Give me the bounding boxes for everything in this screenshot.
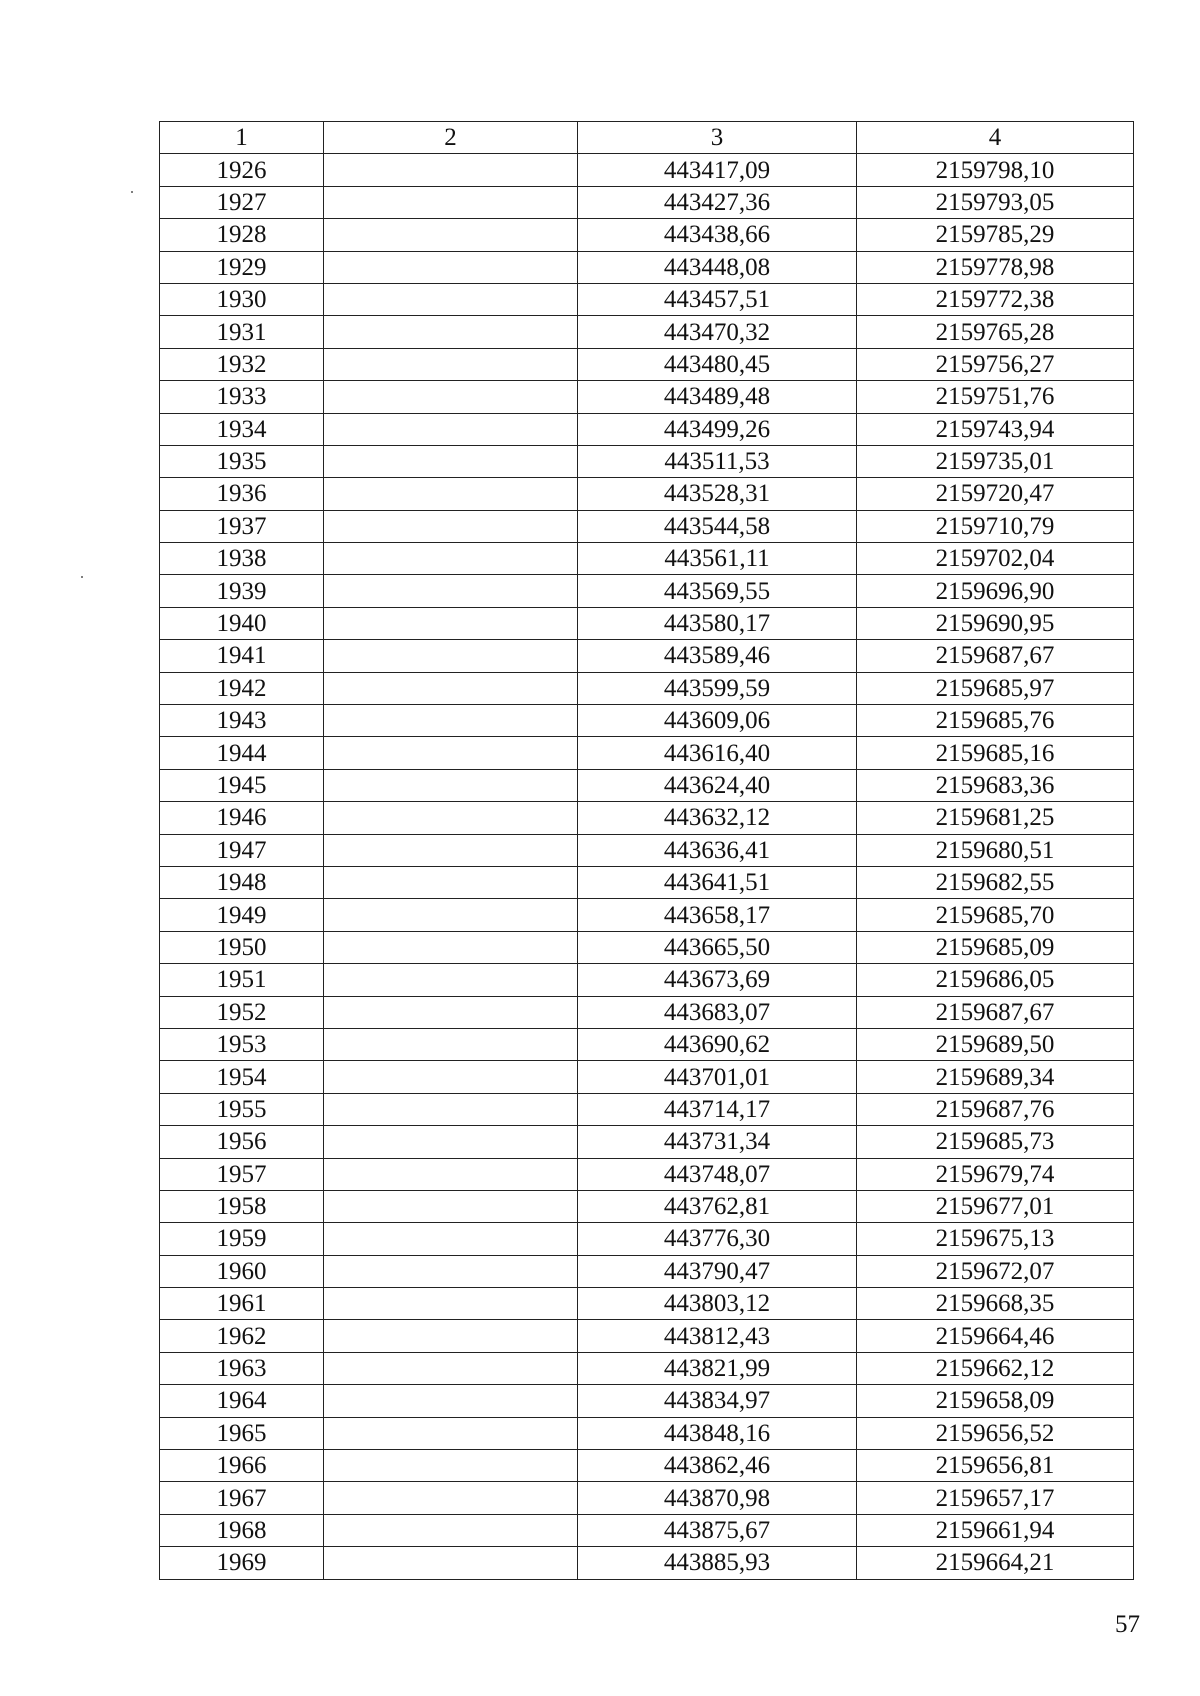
table-row bbox=[160, 1352, 1134, 1384]
coordinate-x-cell: 443489,48 bbox=[578, 381, 857, 413]
table-row bbox=[160, 1028, 1134, 1060]
empty-cell bbox=[324, 1255, 578, 1287]
coordinate-x-cell: 443580,17 bbox=[578, 607, 857, 639]
table-header-row bbox=[160, 122, 1134, 154]
header-cell-col3: 3 bbox=[578, 122, 857, 154]
empty-cell bbox=[324, 1288, 578, 1320]
point-number-cell: 1963 bbox=[160, 1352, 324, 1384]
empty-cell bbox=[324, 1061, 578, 1093]
table-row bbox=[160, 251, 1134, 283]
coordinate-x-cell: 443862,46 bbox=[578, 1450, 857, 1482]
coordinate-x-cell: 443701,01 bbox=[578, 1061, 857, 1093]
point-number-cell: 1947 bbox=[160, 834, 324, 866]
empty-cell bbox=[324, 316, 578, 348]
coordinate-x-cell: 443589,46 bbox=[578, 640, 857, 672]
coordinate-y-cell: 2159664,21 bbox=[857, 1547, 1134, 1579]
table-row bbox=[160, 705, 1134, 737]
empty-cell bbox=[324, 996, 578, 1028]
coordinate-x-cell: 443480,45 bbox=[578, 348, 857, 380]
point-number-cell: 1937 bbox=[160, 510, 324, 542]
table-body bbox=[160, 122, 1134, 1580]
coordinate-x-cell: 443673,69 bbox=[578, 964, 857, 996]
coordinate-y-cell: 2159658,09 bbox=[857, 1385, 1134, 1417]
coordinate-y-cell: 2159656,52 bbox=[857, 1417, 1134, 1449]
point-number-cell: 1935 bbox=[160, 445, 324, 477]
point-number-cell: 1952 bbox=[160, 996, 324, 1028]
empty-cell bbox=[324, 575, 578, 607]
coordinate-y-cell: 2159677,01 bbox=[857, 1190, 1134, 1222]
empty-cell bbox=[324, 705, 578, 737]
empty-cell bbox=[324, 543, 578, 575]
point-number-cell: 1957 bbox=[160, 1158, 324, 1190]
table-row bbox=[160, 672, 1134, 704]
table-row bbox=[160, 1288, 1134, 1320]
coordinate-y-cell: 2159682,55 bbox=[857, 866, 1134, 898]
empty-cell bbox=[324, 154, 578, 186]
point-number-cell: 1930 bbox=[160, 283, 324, 315]
table-row bbox=[160, 964, 1134, 996]
point-number-cell: 1969 bbox=[160, 1547, 324, 1579]
point-number-cell: 1960 bbox=[160, 1255, 324, 1287]
empty-cell bbox=[324, 1547, 578, 1579]
point-number-cell: 1943 bbox=[160, 705, 324, 737]
coordinate-y-cell: 2159687,67 bbox=[857, 996, 1134, 1028]
table-row bbox=[160, 607, 1134, 639]
empty-cell bbox=[324, 1482, 578, 1514]
table-row bbox=[160, 1255, 1134, 1287]
coordinate-y-cell: 2159668,35 bbox=[857, 1288, 1134, 1320]
table-row bbox=[160, 575, 1134, 607]
empty-cell bbox=[324, 1190, 578, 1222]
table-row bbox=[160, 1450, 1134, 1482]
point-number-cell: 1966 bbox=[160, 1450, 324, 1482]
coordinate-x-cell: 443870,98 bbox=[578, 1482, 857, 1514]
point-number-cell: 1931 bbox=[160, 316, 324, 348]
empty-cell bbox=[324, 219, 578, 251]
coordinate-x-cell: 443511,53 bbox=[578, 445, 857, 477]
coordinate-x-cell: 443569,55 bbox=[578, 575, 857, 607]
empty-cell bbox=[324, 348, 578, 380]
coordinate-x-cell: 443714,17 bbox=[578, 1093, 857, 1125]
coordinate-x-cell: 443417,09 bbox=[578, 154, 857, 186]
coordinate-y-cell: 2159689,50 bbox=[857, 1028, 1134, 1060]
coordinate-x-cell: 443438,66 bbox=[578, 219, 857, 251]
point-number-cell: 1941 bbox=[160, 640, 324, 672]
table-row bbox=[160, 154, 1134, 186]
point-number-cell: 1942 bbox=[160, 672, 324, 704]
coordinate-y-cell: 2159772,38 bbox=[857, 283, 1134, 315]
table-row bbox=[160, 1320, 1134, 1352]
point-number-cell: 1926 bbox=[160, 154, 324, 186]
table-row bbox=[160, 283, 1134, 315]
table-row bbox=[160, 931, 1134, 963]
table-row bbox=[160, 1093, 1134, 1125]
coordinate-x-cell: 443690,62 bbox=[578, 1028, 857, 1060]
coordinate-y-cell: 2159743,94 bbox=[857, 413, 1134, 445]
table-row bbox=[160, 769, 1134, 801]
coordinate-x-cell: 443683,07 bbox=[578, 996, 857, 1028]
coordinate-y-cell: 2159685,73 bbox=[857, 1126, 1134, 1158]
table-row bbox=[160, 1061, 1134, 1093]
table-row bbox=[160, 381, 1134, 413]
empty-cell bbox=[324, 802, 578, 834]
point-number-cell: 1968 bbox=[160, 1514, 324, 1546]
coordinate-y-cell: 2159679,74 bbox=[857, 1158, 1134, 1190]
table-row bbox=[160, 478, 1134, 510]
header-cell-col1: 1 bbox=[160, 122, 324, 154]
empty-cell bbox=[324, 186, 578, 218]
point-number-cell: 1961 bbox=[160, 1288, 324, 1320]
header-cell-col4: 4 bbox=[857, 122, 1134, 154]
empty-cell bbox=[324, 672, 578, 704]
table-row bbox=[160, 413, 1134, 445]
coordinate-x-cell: 443875,67 bbox=[578, 1514, 857, 1546]
coordinate-y-cell: 2159798,10 bbox=[857, 154, 1134, 186]
table-row bbox=[160, 1190, 1134, 1222]
coordinate-x-cell: 443762,81 bbox=[578, 1190, 857, 1222]
point-number-cell: 1948 bbox=[160, 866, 324, 898]
point-number-cell: 1934 bbox=[160, 413, 324, 445]
empty-cell bbox=[324, 1450, 578, 1482]
point-number-cell: 1956 bbox=[160, 1126, 324, 1158]
empty-cell bbox=[324, 899, 578, 931]
coordinate-x-cell: 443544,58 bbox=[578, 510, 857, 542]
coordinate-y-cell: 2159661,94 bbox=[857, 1514, 1134, 1546]
empty-cell bbox=[324, 866, 578, 898]
empty-cell bbox=[324, 381, 578, 413]
point-number-cell: 1949 bbox=[160, 899, 324, 931]
point-number-cell: 1954 bbox=[160, 1061, 324, 1093]
coordinate-y-cell: 2159689,34 bbox=[857, 1061, 1134, 1093]
table-row bbox=[160, 802, 1134, 834]
empty-cell bbox=[324, 445, 578, 477]
empty-cell bbox=[324, 1158, 578, 1190]
coordinate-x-cell: 443528,31 bbox=[578, 478, 857, 510]
empty-cell bbox=[324, 478, 578, 510]
coordinate-x-cell: 443632,12 bbox=[578, 802, 857, 834]
point-number-cell: 1958 bbox=[160, 1190, 324, 1222]
point-number-cell: 1927 bbox=[160, 186, 324, 218]
coordinate-y-cell: 2159751,76 bbox=[857, 381, 1134, 413]
table-row bbox=[160, 737, 1134, 769]
empty-cell bbox=[324, 1514, 578, 1546]
coordinate-y-cell: 2159756,27 bbox=[857, 348, 1134, 380]
coordinate-x-cell: 443609,06 bbox=[578, 705, 857, 737]
empty-cell bbox=[324, 1320, 578, 1352]
coordinate-y-cell: 2159680,51 bbox=[857, 834, 1134, 866]
coordinate-y-cell: 2159720,47 bbox=[857, 478, 1134, 510]
coordinate-y-cell: 2159681,25 bbox=[857, 802, 1134, 834]
coordinate-y-cell: 2159672,07 bbox=[857, 1255, 1134, 1287]
table-row bbox=[160, 1547, 1134, 1579]
table-row bbox=[160, 1158, 1134, 1190]
coordinate-y-cell: 2159685,76 bbox=[857, 705, 1134, 737]
coordinate-y-cell: 2159687,76 bbox=[857, 1093, 1134, 1125]
point-number-cell: 1962 bbox=[160, 1320, 324, 1352]
table-row bbox=[160, 996, 1134, 1028]
table-row bbox=[160, 348, 1134, 380]
coordinate-x-cell: 443641,51 bbox=[578, 866, 857, 898]
coordinate-y-cell: 2159785,29 bbox=[857, 219, 1134, 251]
table-row bbox=[160, 186, 1134, 218]
table-row bbox=[160, 834, 1134, 866]
empty-cell bbox=[324, 1417, 578, 1449]
point-number-cell: 1967 bbox=[160, 1482, 324, 1514]
empty-cell bbox=[324, 251, 578, 283]
header-cell-col2: 2 bbox=[324, 122, 578, 154]
coordinate-y-cell: 2159702,04 bbox=[857, 543, 1134, 575]
empty-cell bbox=[324, 607, 578, 639]
table-row bbox=[160, 316, 1134, 348]
point-number-cell: 1929 bbox=[160, 251, 324, 283]
point-number-cell: 1944 bbox=[160, 737, 324, 769]
table-row bbox=[160, 1482, 1134, 1514]
coordinate-x-cell: 443457,51 bbox=[578, 283, 857, 315]
table-row bbox=[160, 1385, 1134, 1417]
coordinate-x-cell: 443776,30 bbox=[578, 1223, 857, 1255]
point-number-cell: 1953 bbox=[160, 1028, 324, 1060]
table-row bbox=[160, 445, 1134, 477]
table-row bbox=[160, 899, 1134, 931]
empty-cell bbox=[324, 283, 578, 315]
table-row bbox=[160, 510, 1134, 542]
point-number-cell: 1964 bbox=[160, 1385, 324, 1417]
coordinate-x-cell: 443731,34 bbox=[578, 1126, 857, 1158]
empty-cell bbox=[324, 1352, 578, 1384]
page-number: 57 bbox=[1115, 1611, 1140, 1638]
point-number-cell: 1928 bbox=[160, 219, 324, 251]
point-number-cell: 1938 bbox=[160, 543, 324, 575]
coordinate-y-cell: 2159662,12 bbox=[857, 1352, 1134, 1384]
point-number-cell: 1945 bbox=[160, 769, 324, 801]
empty-cell bbox=[324, 1028, 578, 1060]
coordinate-x-cell: 443561,11 bbox=[578, 543, 857, 575]
point-number-cell: 1955 bbox=[160, 1093, 324, 1125]
coordinate-y-cell: 2159685,16 bbox=[857, 737, 1134, 769]
point-number-cell: 1965 bbox=[160, 1417, 324, 1449]
coordinate-y-cell: 2159685,70 bbox=[857, 899, 1134, 931]
point-number-cell: 1951 bbox=[160, 964, 324, 996]
coordinate-x-cell: 443470,32 bbox=[578, 316, 857, 348]
empty-cell bbox=[324, 931, 578, 963]
coordinate-y-cell: 2159690,95 bbox=[857, 607, 1134, 639]
coordinate-x-cell: 443624,40 bbox=[578, 769, 857, 801]
coordinate-x-cell: 443834,97 bbox=[578, 1385, 857, 1417]
coordinate-y-cell: 2159656,81 bbox=[857, 1450, 1134, 1482]
coordinate-x-cell: 443448,08 bbox=[578, 251, 857, 283]
scan-speck bbox=[81, 576, 83, 578]
table-row bbox=[160, 1514, 1134, 1546]
empty-cell bbox=[324, 834, 578, 866]
empty-cell bbox=[324, 769, 578, 801]
coordinate-x-cell: 443499,26 bbox=[578, 413, 857, 445]
scan-speck bbox=[131, 191, 133, 193]
coordinate-y-cell: 2159664,46 bbox=[857, 1320, 1134, 1352]
empty-cell bbox=[324, 1223, 578, 1255]
empty-cell bbox=[324, 640, 578, 672]
point-number-cell: 1950 bbox=[160, 931, 324, 963]
coordinate-y-cell: 2159710,79 bbox=[857, 510, 1134, 542]
point-number-cell: 1933 bbox=[160, 381, 324, 413]
coordinate-x-cell: 443636,41 bbox=[578, 834, 857, 866]
coordinate-y-cell: 2159685,97 bbox=[857, 672, 1134, 704]
coordinate-x-cell: 443803,12 bbox=[578, 1288, 857, 1320]
coordinate-y-cell: 2159793,05 bbox=[857, 186, 1134, 218]
coordinate-x-cell: 443748,07 bbox=[578, 1158, 857, 1190]
coordinate-y-cell: 2159778,98 bbox=[857, 251, 1134, 283]
coordinate-y-cell: 2159687,67 bbox=[857, 640, 1134, 672]
point-number-cell: 1959 bbox=[160, 1223, 324, 1255]
empty-cell bbox=[324, 964, 578, 996]
coordinate-x-cell: 443658,17 bbox=[578, 899, 857, 931]
coordinate-y-cell: 2159675,13 bbox=[857, 1223, 1134, 1255]
empty-cell bbox=[324, 1385, 578, 1417]
table-row bbox=[160, 1126, 1134, 1158]
coordinate-y-cell: 2159686,05 bbox=[857, 964, 1134, 996]
empty-cell bbox=[324, 737, 578, 769]
coordinate-y-cell: 2159683,36 bbox=[857, 769, 1134, 801]
coordinate-x-cell: 443790,47 bbox=[578, 1255, 857, 1287]
coordinate-y-cell: 2159657,17 bbox=[857, 1482, 1134, 1514]
point-number-cell: 1940 bbox=[160, 607, 324, 639]
coordinate-y-cell: 2159735,01 bbox=[857, 445, 1134, 477]
empty-cell bbox=[324, 1126, 578, 1158]
coordinates-table bbox=[159, 121, 1134, 1580]
table-row bbox=[160, 543, 1134, 575]
coordinate-y-cell: 2159696,90 bbox=[857, 575, 1134, 607]
point-number-cell: 1936 bbox=[160, 478, 324, 510]
table-row bbox=[160, 1417, 1134, 1449]
point-number-cell: 1939 bbox=[160, 575, 324, 607]
table-row bbox=[160, 219, 1134, 251]
coordinate-x-cell: 443848,16 bbox=[578, 1417, 857, 1449]
coordinate-x-cell: 443665,50 bbox=[578, 931, 857, 963]
coordinate-x-cell: 443885,93 bbox=[578, 1547, 857, 1579]
coordinate-y-cell: 2159685,09 bbox=[857, 931, 1134, 963]
empty-cell bbox=[324, 1093, 578, 1125]
point-number-cell: 1946 bbox=[160, 802, 324, 834]
table-row bbox=[160, 640, 1134, 672]
coordinate-x-cell: 443821,99 bbox=[578, 1352, 857, 1384]
point-number-cell: 1932 bbox=[160, 348, 324, 380]
coordinate-x-cell: 443616,40 bbox=[578, 737, 857, 769]
coordinate-x-cell: 443812,43 bbox=[578, 1320, 857, 1352]
empty-cell bbox=[324, 413, 578, 445]
coordinate-x-cell: 443599,59 bbox=[578, 672, 857, 704]
table-row bbox=[160, 1223, 1134, 1255]
empty-cell bbox=[324, 510, 578, 542]
coordinate-x-cell: 443427,36 bbox=[578, 186, 857, 218]
coordinate-y-cell: 2159765,28 bbox=[857, 316, 1134, 348]
table-row bbox=[160, 866, 1134, 898]
